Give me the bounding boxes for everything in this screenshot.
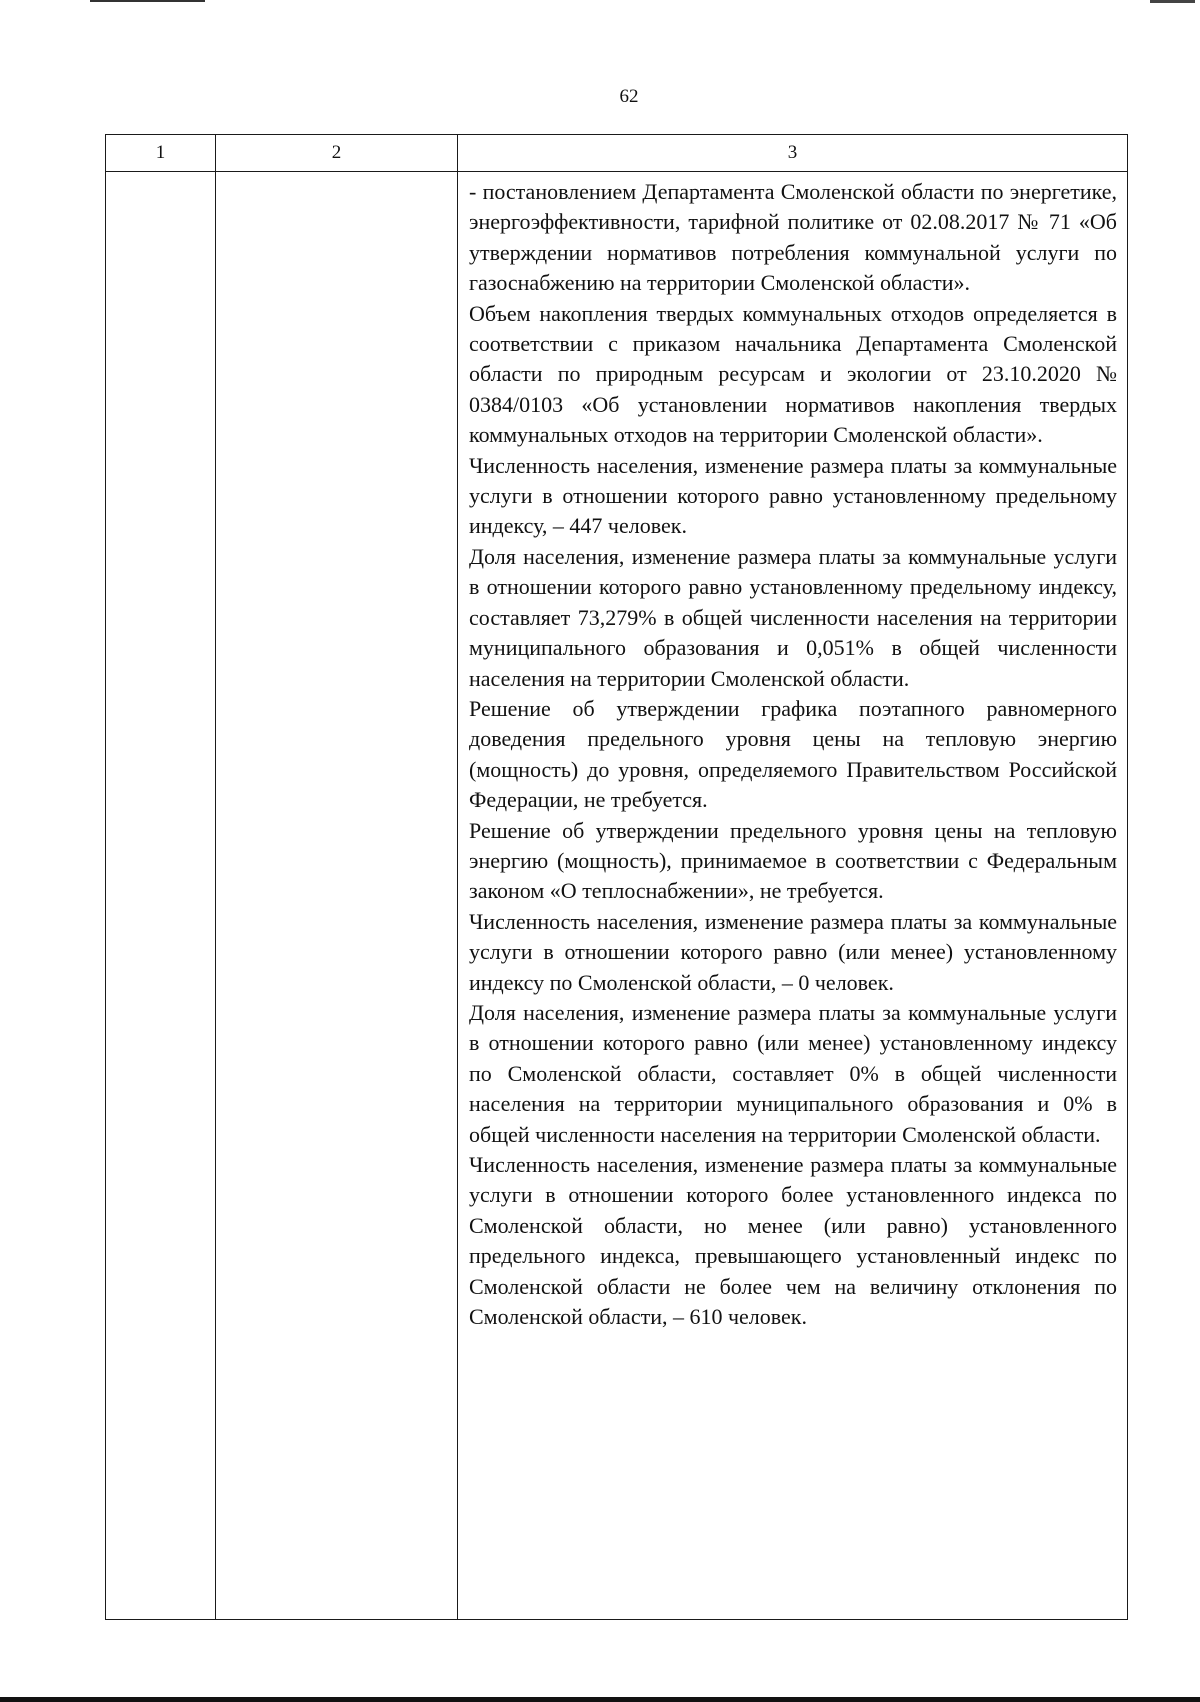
scan-edge-bottom-bar xyxy=(0,1697,1200,1702)
column-header-2: 2 xyxy=(216,135,458,172)
page-number: 62 xyxy=(619,86,639,107)
paragraph-population-above-index: Численность населения, изменение размера платы за коммунальные услуги в отношении которого более установленного индекса по Смоленской области, но менее (или равно) установленного предельного индекса, превышающего установленный индекс по Смоленской области не более чем на величину отклонения по Смоленской области, – 610 человек. xyxy=(469,1152,1117,1330)
paragraph-heat-schedule-decision: Решение об утверждении графика поэтапного равномерного доведения предельного уровня цены на тепловую энергию (мощность) до уровня, определяемого Правительством Российской Федерации, не требуется. xyxy=(469,695,1117,813)
table-row xyxy=(106,172,1128,1620)
paragraph-population-equal-limit: Численность населения, изменение размера платы за коммунальные услуги в отношении которого равно установленному предельному индексу, – 447 человек. xyxy=(469,452,1117,539)
table-header-row xyxy=(106,135,1128,172)
document-table xyxy=(105,134,1128,1620)
paragraph-share-equal-limit: Доля населения, изменение размера платы за коммунальные услуги в отношении которого равно установленному предельному индексу, составляет 73,279% в общей численности населения на территории муниципального образования и 0,051% в общей численности населения на территории Смоленской области. xyxy=(469,543,1117,691)
paragraph-share-equal-or-less: Доля населения, изменение размера платы за коммунальные услуги в отношении которого равно (или менее) установленному индексу по Смоленской области, составляет 0% в общей численности населения на территории муниципального образования и 0% в общей численности населения на территории Смоленской области. xyxy=(469,999,1117,1147)
paragraph-heat-price-decision: Решение об утверждении предельного уровня цены на тепловую энергию (мощность), принимаемое в соответствии с Федеральным законом «О теплоснабжении», не требуется. xyxy=(469,817,1117,904)
paragraph-waste-volume: Объем накопления твердых коммунальных отходов определяется в соответствии с приказом начальника Департамента Смоленской области по природным ресурсам и экологии от 23.10.2020 № 0384/0103 «Об установлении нормативов накопления твердых коммунальных отходов на территории Смоленской области». xyxy=(469,300,1117,448)
cell-column-3 xyxy=(458,172,1128,1620)
column-header-3: 3 xyxy=(458,135,1128,172)
scan-edge-top-right-mark xyxy=(1150,0,1195,3)
scan-edge-top-mark xyxy=(90,0,205,2)
cell-column-1 xyxy=(106,172,216,1620)
column-header-1: 1 xyxy=(106,135,216,172)
paragraph-population-equal-or-less: Численность населения, изменение размера платы за коммунальные услуги в отношении которого равно (или менее) установленному индексу по Смоленской области, – 0 человек. xyxy=(469,908,1117,995)
cell-column-2 xyxy=(216,172,458,1620)
paragraph-regulation-gas: - постановлением Департамента Смоленской области по энергетике, энергоэффективности, тарифной политике от 02.08.2017 № 71 «Об утверждении нормативов потребления коммунальной услуги по газоснабжению на территории Смоленской области». xyxy=(469,179,1117,296)
